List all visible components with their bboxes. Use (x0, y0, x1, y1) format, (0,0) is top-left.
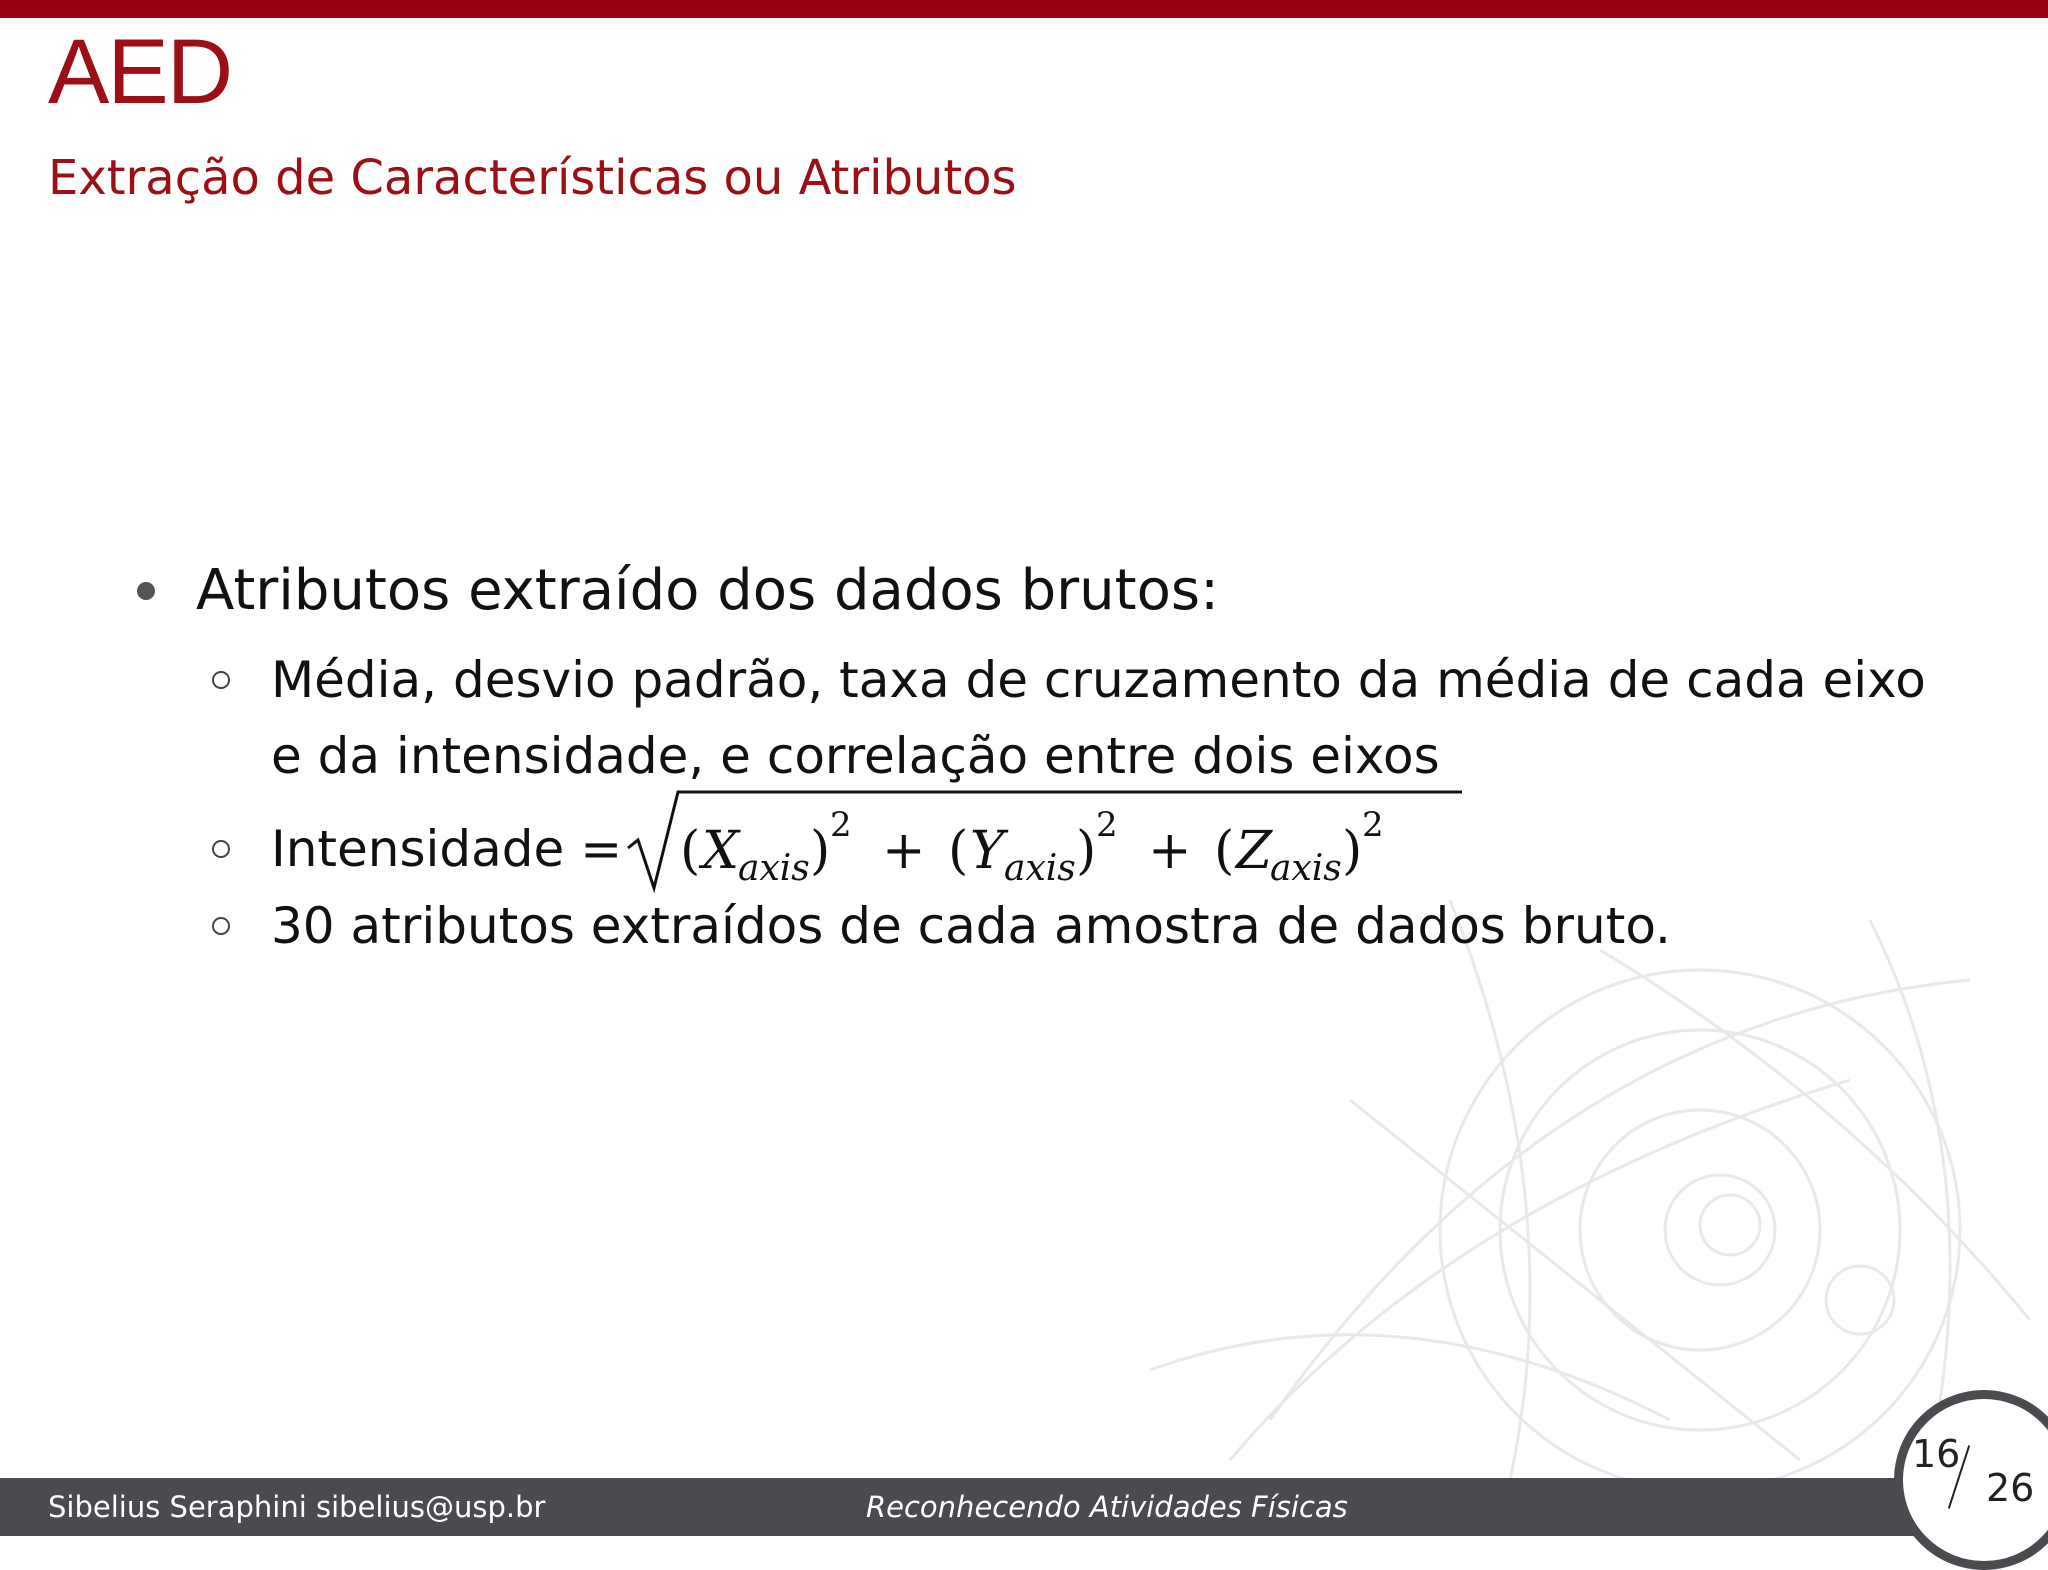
footer-email: sibelius@usp.br (316, 1490, 546, 1524)
sub-item-attribute-count: 30 atributos extraídos de cada amostra de dados bruto. (271, 897, 1671, 955)
formula-plus: + (1148, 821, 1192, 881)
svg-text:): ) (810, 821, 831, 881)
footer-presentation-title: Reconhecendo Atividades Físicas (866, 1490, 1348, 1524)
svg-text:(: ( (1214, 821, 1235, 881)
svg-text:): ) (1076, 821, 1097, 881)
formula-term-z: Z (1236, 821, 1273, 881)
sub-item-features-continued: e da intensidade, e correlação entre dois eixos (271, 727, 1440, 785)
formula-subscript: axis (1270, 848, 1342, 889)
svg-text:(: ( (948, 821, 969, 881)
bullet-dot-icon (137, 582, 155, 600)
slide-subtitle: Extração de Características ou Atributos (48, 150, 1017, 206)
formula-term-x: X (702, 821, 740, 881)
page-current-number: 16 (1912, 1432, 1961, 1476)
formula-term-y: Y (970, 821, 1005, 881)
page-total-number: 26 (1986, 1466, 2035, 1510)
sub-bullet-circle-icon (212, 840, 230, 858)
sub-item-intensity-label: Intensidade = (271, 820, 623, 878)
slide-title: AED (48, 21, 232, 123)
formula-plus: + (882, 821, 926, 881)
intensity-formula (620, 788, 1470, 898)
sub-item-features: Média, desvio padrão, taxa de cruzamento da média de cada eixo (271, 651, 1926, 709)
formula-exponent: 2 (1096, 805, 1118, 845)
sub-bullet-circle-icon (212, 671, 230, 689)
svg-text:): ) (1342, 821, 1363, 881)
formula-exponent: 2 (1362, 805, 1384, 845)
sub-bullet-circle-icon (212, 917, 230, 935)
formula-subscript: axis (1004, 848, 1076, 889)
formula-subscript: axis (738, 848, 810, 889)
formula-exponent: 2 (830, 805, 852, 845)
main-bullet-text: Atributos extraído dos dados brutos: (196, 558, 1219, 623)
footer-author: Sibelius Seraphini (48, 1490, 307, 1524)
svg-text:(: ( (680, 821, 701, 881)
